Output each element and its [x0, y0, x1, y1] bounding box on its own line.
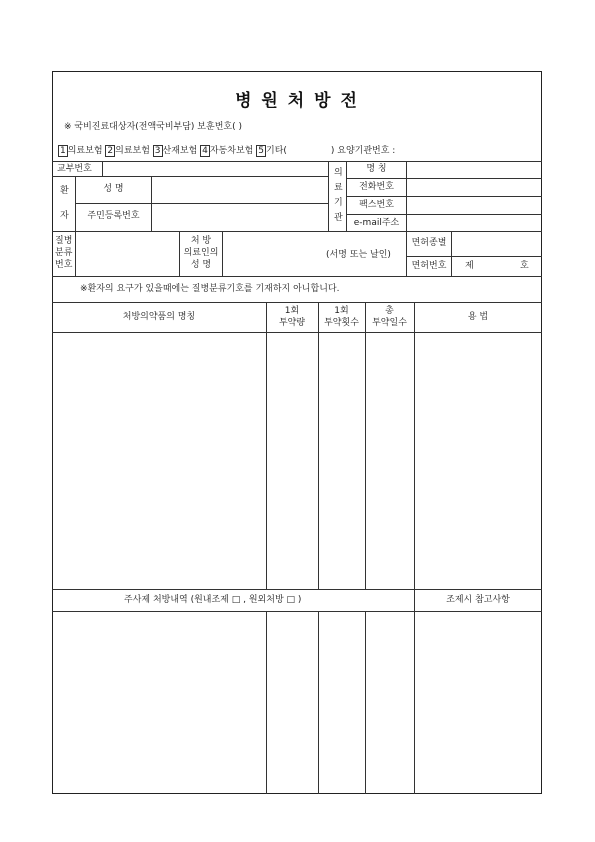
grid-line — [328, 161, 329, 231]
dispensing-notes-header: 조제시 참고사항 — [446, 595, 510, 605]
days-header — [365, 305, 414, 329]
times-header — [318, 305, 365, 329]
times-area[interactable] — [319, 333, 364, 588]
institution-name-field[interactable] — [407, 162, 541, 177]
grid-line — [52, 589, 542, 590]
insurance-1-label: 의료보험 — [67, 146, 103, 156]
injection-label-prefix: 주사제 처방내역 (원내조제 — [124, 595, 229, 605]
usage-header: 용 법 — [467, 312, 489, 322]
insurance-2-label: 의료보험 — [115, 146, 150, 156]
in-house-checkbox[interactable]: □ — [231, 595, 241, 605]
patient-name-label: 성 명 — [103, 184, 124, 194]
disease-code-field[interactable] — [76, 232, 178, 275]
injection-days-area[interactable] — [366, 612, 413, 793]
disease-code-label-3: 번호 — [55, 260, 73, 270]
institution-header-1: 의 — [334, 168, 343, 178]
veterans-line: ※ 국비진료대상자(전액국비부담) 보훈번호( ) — [64, 122, 242, 132]
prescriber-label-2: 의료인의 — [183, 248, 219, 258]
dispensing-notes-area[interactable] — [415, 612, 541, 793]
institution-header-3: 기 — [334, 198, 343, 208]
prescriber-label-3: 성 명 — [190, 260, 212, 270]
institution-fax-field[interactable] — [407, 197, 541, 213]
insurance-3-label: 산재보험 — [162, 146, 198, 156]
dose-area[interactable] — [267, 333, 317, 588]
times-header-1: 1회 — [334, 306, 349, 316]
signature-label: (서명 또는 날인) — [326, 250, 391, 260]
insurance-type-line — [58, 143, 395, 156]
insurance-2-box[interactable]: 2 — [107, 146, 114, 156]
prescriber-label — [180, 235, 222, 271]
disease-code-label — [55, 235, 72, 271]
usage-area[interactable] — [415, 333, 541, 588]
license-no-suffix: 호 — [520, 261, 529, 271]
license-type-field[interactable] — [452, 232, 541, 255]
prescriber-label-1: 처 방 — [190, 236, 212, 246]
insurance-5-label: 기타( — [266, 146, 287, 156]
disease-code-label-1: 질병 — [55, 236, 73, 246]
drug-name-header: 처방의약품의 명칭 — [122, 312, 196, 322]
times-header-2: 투약횟수 — [324, 318, 359, 328]
institution-fax-label: 팩스번호 — [359, 200, 394, 210]
institution-code-label: ) 요양기관번호 : — [330, 146, 396, 156]
patient-header-2: 자 — [60, 211, 69, 221]
institution-header-4: 관 — [334, 213, 343, 223]
grid-line — [52, 276, 542, 277]
injection-dose-area[interactable] — [267, 612, 317, 793]
patient-header-1: 환 — [60, 186, 69, 196]
license-type-label: 면허종별 — [411, 238, 447, 248]
days-header-1: 총 — [385, 306, 394, 316]
grid-line — [52, 302, 542, 303]
injection-label-suffix: ) — [297, 595, 302, 605]
institution-phone-label: 전화번호 — [359, 182, 394, 192]
prescriber-name-field[interactable] — [223, 232, 323, 275]
insurance-1-box[interactable]: 1 — [60, 146, 66, 156]
days-header-2: 투약일수 — [372, 318, 407, 328]
patient-rrn-field[interactable] — [152, 204, 327, 230]
disease-code-notice: ※환자의 요구가 있을때에는 질병분류기호를 기재하지 아니합니다. — [80, 284, 340, 294]
insurance-3-box[interactable]: 3 — [154, 146, 161, 156]
insurance-4-box[interactable]: 4 — [202, 146, 208, 156]
dose-header-1: 1회 — [284, 306, 300, 316]
license-no-prefix: 제 — [465, 261, 474, 271]
issue-number-label: 교부번호 — [57, 164, 92, 174]
disease-code-label-2: 분류 — [55, 248, 73, 258]
institution-header-2: 료 — [334, 183, 343, 193]
form-title: 병 원 처 방 전 — [235, 91, 359, 111]
grid-line — [406, 256, 542, 257]
institution-email-label: e-mail주소 — [353, 218, 400, 228]
injection-name-area[interactable] — [53, 612, 265, 793]
insurance-4-label: 자동차보험 — [209, 146, 254, 156]
dose-header — [266, 305, 318, 329]
outside-checkbox[interactable]: □ — [286, 595, 296, 605]
injection-times-area[interactable] — [319, 612, 364, 793]
license-number-label: 면허번호 — [411, 261, 447, 271]
days-area[interactable] — [366, 333, 413, 588]
injection-header — [124, 595, 301, 606]
patient-name-field[interactable] — [152, 177, 327, 202]
insurance-5-box[interactable]: 5 — [258, 146, 264, 156]
drug-name-area[interactable] — [53, 333, 265, 588]
injection-label-mid: , 원외처방 — [243, 595, 284, 605]
dose-header-2: 투약량 — [278, 318, 306, 328]
institution-name-label: 명 칭 — [366, 164, 387, 174]
institution-phone-field[interactable] — [407, 179, 541, 195]
institution-email-field[interactable] — [407, 215, 541, 230]
patient-rrn-label: 주민등록번호 — [87, 211, 140, 221]
issue-number-field[interactable] — [103, 162, 327, 175]
